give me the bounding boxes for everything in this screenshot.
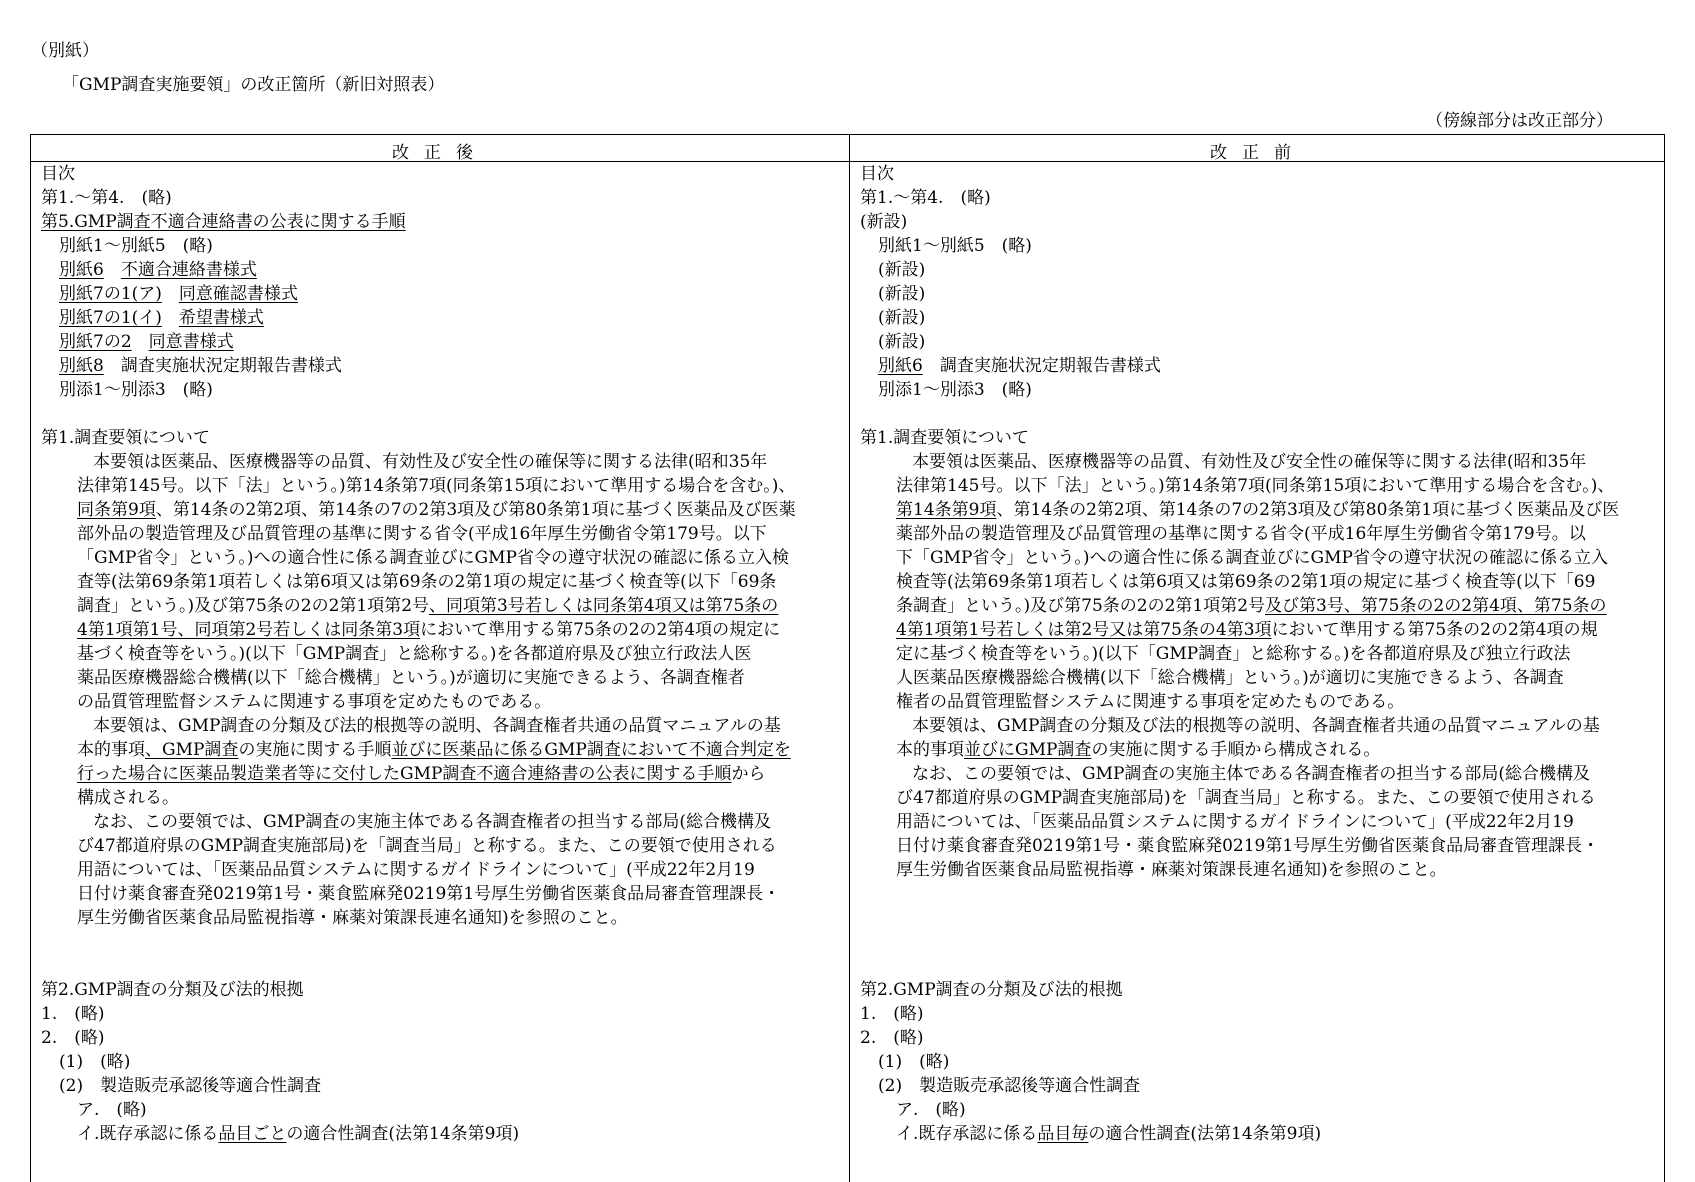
- text-segment: 目次: [860, 164, 894, 184]
- text-segment: 別紙1～別紙5 (略): [59, 236, 213, 256]
- revised-text: 4第1項第1号、同項第2号若しくは同条第3項: [77, 620, 421, 640]
- before-line: [896, 738, 1380, 762]
- text-segment: 調査」という。)及び第75条の2の2第1項第2号: [77, 596, 430, 616]
- text-segment: 別添1～別添3 (略): [878, 380, 1032, 400]
- revised-text: 別紙6: [878, 356, 923, 376]
- before-line: [896, 522, 1586, 546]
- text-segment: 調査実施状況定期報告書様式: [922, 356, 1161, 376]
- after-line: [77, 498, 796, 522]
- text-segment: 、第14条の2第2項、第14条の7の2第3項及び第80条第1項に基づく医薬品及び医: [996, 500, 1620, 520]
- after-line: [41, 210, 406, 234]
- revised-text: 第14条第9項: [896, 500, 997, 520]
- after-line: [41, 426, 210, 450]
- before-line: [896, 498, 1619, 522]
- revised-text: 並びに医薬品に係るGMP調査において不適合判定を: [391, 740, 791, 760]
- before-line: [860, 1002, 923, 1026]
- after-line: [77, 906, 628, 930]
- text-segment: (新設): [860, 212, 908, 232]
- after-line: [93, 810, 771, 834]
- text-segment: 条調査」という。)及び第75条の2の2第1項第2号: [896, 596, 1266, 616]
- text-segment: (2) 製造販売承認後等適合性調査: [59, 1076, 322, 1096]
- text-segment: 日付け薬食審査発0219第1号・薬食監麻発0219第1号厚生労働省医薬食品局審査管理課長・: [77, 884, 781, 904]
- text-segment: 目次: [41, 164, 75, 184]
- text-segment: 本要領は医薬品、医療機器等の品質、有効性及び安全性の確保等に関する法律(昭和35年: [93, 452, 768, 472]
- text-segment: の適合性調査(法第14条第9項): [286, 1124, 520, 1144]
- after-line: [41, 1002, 104, 1026]
- text-segment: (1) (略): [59, 1052, 131, 1072]
- text-segment: 1. (略): [41, 1004, 105, 1024]
- before-line: [860, 1026, 923, 1050]
- after-line: [59, 1074, 321, 1098]
- text-segment: 用語については、「医薬品品質システムに関するガイドラインについて」(平成22年2月19: [77, 860, 755, 880]
- text-segment: [162, 308, 179, 328]
- text-segment: [104, 260, 121, 280]
- text-segment: (新設): [878, 260, 926, 280]
- after-line: [77, 666, 745, 690]
- revised-text: 行った場合に医薬品製造業者等に交付したGMP調査不適合連絡書の公表に関する手順: [77, 764, 732, 784]
- revised-text: 別紙7の2: [59, 332, 132, 352]
- text-segment: (2) 製造販売承認後等適合性調査: [878, 1076, 1141, 1096]
- before-line: [878, 306, 925, 330]
- after-line: [59, 282, 298, 306]
- text-segment: 第1.調査要領について: [41, 428, 210, 448]
- after-line: [59, 1050, 130, 1074]
- after-line: [41, 978, 304, 1002]
- text-segment: 人医薬品医療機器総合機構(以下「総合機構」という。)が適切に実施できるよう、各調査: [896, 668, 1564, 688]
- text-segment: び47都道府県のGMP調査実施部局)を「調査当局」と称する。また、この要領で使用される: [896, 788, 1596, 808]
- text-segment: 定に基づく検査等をいう。)(以下「GMP調査」と総称する。)を各都道府県及び独立行政法: [896, 644, 1571, 664]
- after-line: [41, 162, 75, 186]
- text-segment: の実施に関する手順: [238, 740, 392, 760]
- document-title: 「GMP調査実施要領」の改正箇所（新旧対照表）: [62, 75, 445, 95]
- before-line: [878, 1074, 1140, 1098]
- text-segment: 1. (略): [860, 1004, 924, 1024]
- text-segment: (新設): [878, 284, 926, 304]
- after-line: [77, 738, 791, 762]
- text-segment: (新設): [878, 308, 926, 328]
- after-line: [77, 594, 778, 618]
- text-segment: 本的事項: [896, 740, 964, 760]
- text-segment: 本要領は医薬品、医療機器等の品質、有効性及び安全性の確保等に関する法律(昭和35年: [912, 452, 1587, 472]
- text-segment: (1) (略): [878, 1052, 950, 1072]
- text-segment: び47都道府県のGMP調査実施部局)を「調査当局」と称する。また、この要領で使用される: [77, 836, 777, 856]
- before-line: [896, 834, 1599, 858]
- revised-text: 同条第9項: [77, 500, 156, 520]
- after-line: [59, 306, 264, 330]
- attachment-label: （別紙）: [31, 41, 99, 61]
- text-segment: 別添1～別添3 (略): [59, 380, 213, 400]
- text-segment: なお、この要領では、GMP調査の実施主体である各調査権者の担当する部局(総合機構及: [912, 764, 1591, 784]
- table-header-row: [31, 135, 1664, 162]
- before-line: [896, 690, 1404, 714]
- text-segment: 別紙1～別紙5 (略): [878, 236, 1032, 256]
- text-segment: 第2.GMP調査の分類及び法的根拠: [41, 980, 304, 1000]
- revised-text: 及び第3号、第75条の2の2第4項、第75条の: [1265, 596, 1607, 616]
- before-line: [878, 234, 1032, 258]
- revised-text: 別紙8: [59, 356, 104, 376]
- text-segment: 基づく検査等をいう。)(以下「GMP調査」と総称する。)を各都道府県及び独立行政法人医: [77, 644, 752, 664]
- column-divider: [849, 135, 850, 1182]
- revised-text: 品目ごと: [218, 1124, 287, 1144]
- before-line: [896, 786, 1596, 810]
- header-after-revision: 改正後: [392, 143, 488, 163]
- text-segment: 第1.～第4. (略): [860, 188, 991, 208]
- after-line: [77, 642, 751, 666]
- after-line: [77, 786, 179, 810]
- before-line: [878, 354, 1161, 378]
- text-segment: 薬部外品の製造管理及び品質管理の基準に関する省令(平成16年厚生労働省令第179号。以: [896, 524, 1586, 544]
- underline-note: （傍線部分は改正部分）: [1426, 111, 1613, 131]
- text-segment: 調査実施状況定期報告書様式: [103, 356, 342, 376]
- text-segment: 構成される。: [77, 788, 179, 808]
- after-line: [77, 690, 551, 714]
- text-segment: 検査等(法第69条第1項若しくは第6項又は第69条の2第1項の規定に基づく検査等(以下「69: [896, 572, 1596, 592]
- after-line: [77, 474, 795, 498]
- after-line: [59, 234, 213, 258]
- before-line: [878, 378, 1032, 402]
- text-segment: 査等(法第69条第1項若しくは第6項又は第69条の2第1項の規定に基づく検査等(以下「69条: [77, 572, 777, 592]
- text-segment: 2. (略): [41, 1028, 105, 1048]
- revised-text: 希望書様式: [178, 308, 264, 328]
- after-line: [77, 1098, 147, 1122]
- before-line: [896, 642, 1570, 666]
- revised-text: 別紙7の1(ア): [59, 284, 162, 304]
- text-segment: 部外品の製造管理及び品質管理の基準に関する省令(平成16年厚生労働省令第179号。以下: [77, 524, 767, 544]
- after-line: [59, 258, 257, 282]
- after-line: [41, 186, 172, 210]
- before-line: [896, 570, 1595, 594]
- text-segment: ア. (略): [77, 1100, 147, 1120]
- before-line: [896, 1098, 966, 1122]
- after-line: [77, 834, 777, 858]
- revised-text: 別紙6: [59, 260, 104, 280]
- text-segment: 第1.～第4. (略): [41, 188, 172, 208]
- before-line: [860, 162, 894, 186]
- before-line: [878, 258, 925, 282]
- before-line: [912, 714, 1600, 738]
- text-segment: において準用する第75条の2の2第4項の規定に: [420, 620, 781, 640]
- before-line: [896, 810, 1574, 834]
- text-segment: 権者の品質管理監督システムに関連する事項を定めたものである。: [896, 692, 1405, 712]
- after-line: [77, 882, 780, 906]
- text-segment: [132, 332, 149, 352]
- before-line: [896, 546, 1608, 570]
- after-line: [77, 618, 780, 642]
- before-line: [860, 210, 907, 234]
- text-segment: の実施に関する手順から構成される。: [1091, 740, 1381, 760]
- before-line: [896, 618, 1598, 642]
- text-segment: 厚生労働省医薬食品局監視指導・麻薬対策課長連名通知)を参照のこと。: [77, 908, 628, 928]
- revised-text: 並びにGMP調査: [964, 740, 1092, 760]
- revised-text: 別紙7の1(イ): [59, 308, 162, 328]
- text-segment: 厚生労働省医薬食品局監視指導・麻薬対策課長連名通知)を参照のこと。: [896, 860, 1447, 880]
- revised-text: 同意確認書様式: [178, 284, 298, 304]
- after-line: [59, 354, 342, 378]
- text-segment: 本要領は、GMP調査の分類及び法的根拠等の説明、各調査権者共通の品質マニュアルの基: [912, 716, 1600, 736]
- text-segment: 「GMP省令」という。)への適合性に係る調査並びにGMP省令の遵守状況の確認に係る立入検: [77, 548, 789, 568]
- text-segment: において準用する第75条の2の2第4項の規: [1271, 620, 1598, 640]
- before-line: [896, 858, 1447, 882]
- after-line: [77, 570, 776, 594]
- text-segment: ア. (略): [896, 1100, 966, 1120]
- before-line: [878, 330, 925, 354]
- text-segment: イ.既存承認に係る: [896, 1124, 1038, 1144]
- comparison-table: [30, 134, 1665, 1182]
- text-segment: (新設): [878, 332, 926, 352]
- text-segment: の適合性調査(法第14条第9項): [1088, 1124, 1322, 1144]
- text-segment: 日付け薬食審査発0219第1号・薬食監麻発0219第1号厚生労働省医薬食品局審査管理課長・: [896, 836, 1600, 856]
- before-line: [860, 978, 1123, 1002]
- before-line: [896, 594, 1607, 618]
- before-line: [860, 426, 1029, 450]
- after-line: [93, 714, 781, 738]
- text-segment: 本的事項: [77, 740, 145, 760]
- text-segment: 下「GMP省令」という。)への適合性に係る調査並びにGMP省令の遵守状況の確認に係る立入: [896, 548, 1608, 568]
- before-line: [878, 1050, 949, 1074]
- after-line: [59, 330, 234, 354]
- text-segment: 法律第145号。以下「法」という。)第14条第7項(同条第15項において準用する場合を含む。)、: [896, 476, 1615, 496]
- revised-text: 、同項第3号若しくは同条第4項又は第75条の: [429, 596, 779, 616]
- after-line: [77, 858, 755, 882]
- text-segment: 、第14条の2第2項、第14条の7の2第3項及び第80条第1項に基づく医薬品及び医薬: [155, 500, 796, 520]
- after-line: [77, 546, 789, 570]
- revised-text: 、GMP調査: [145, 740, 239, 760]
- text-segment: 用語については、「医薬品品質システムに関するガイドラインについて」(平成22年2月19: [896, 812, 1574, 832]
- revised-text: 不適合連絡書様式: [120, 260, 257, 280]
- text-segment: 2. (略): [860, 1028, 924, 1048]
- before-line: [896, 666, 1564, 690]
- text-segment: 法律第145号。以下「法」という。)第14条第7項(同条第15項において準用する場合を含む。)、: [77, 476, 796, 496]
- text-segment: 本要領は、GMP調査の分類及び法的根拠等の説明、各調査権者共通の品質マニュアルの基: [93, 716, 781, 736]
- before-line: [878, 282, 925, 306]
- after-line: [77, 522, 767, 546]
- text-segment: の品質管理監督システムに関連する事項を定めたものである。: [77, 692, 552, 712]
- revised-text: 第5.GMP調査不適合連絡書の公表に関する手順: [41, 212, 406, 232]
- before-line: [912, 762, 1590, 786]
- revised-text: 4第1項第1号若しくは第2号又は第75条の4第3項: [896, 620, 1272, 640]
- text-segment: から: [731, 764, 766, 784]
- after-line: [77, 1122, 519, 1146]
- before-line: [912, 450, 1586, 474]
- after-line: [59, 378, 213, 402]
- text-segment: 薬品医療機器総合機構(以下「総合機構」という。)が適切に実施できるよう、各調査権者: [77, 668, 745, 688]
- text-segment: 第1.調査要領について: [860, 428, 1029, 448]
- text-segment: イ.既存承認に係る: [77, 1124, 219, 1144]
- header-before-revision: 改正前: [1210, 143, 1306, 163]
- revised-text: 同意書様式: [148, 332, 234, 352]
- text-segment: なお、この要領では、GMP調査の実施主体である各調査権者の担当する部局(総合機構及: [93, 812, 772, 832]
- before-line: [860, 186, 991, 210]
- after-line: [93, 450, 767, 474]
- after-line: [77, 762, 765, 786]
- text-segment: 第2.GMP調査の分類及び法的根拠: [860, 980, 1123, 1000]
- after-line: [41, 1026, 104, 1050]
- text-segment: [162, 284, 179, 304]
- revised-text: 品目毎: [1037, 1124, 1089, 1144]
- before-line: [896, 1122, 1321, 1146]
- before-line: [896, 474, 1614, 498]
